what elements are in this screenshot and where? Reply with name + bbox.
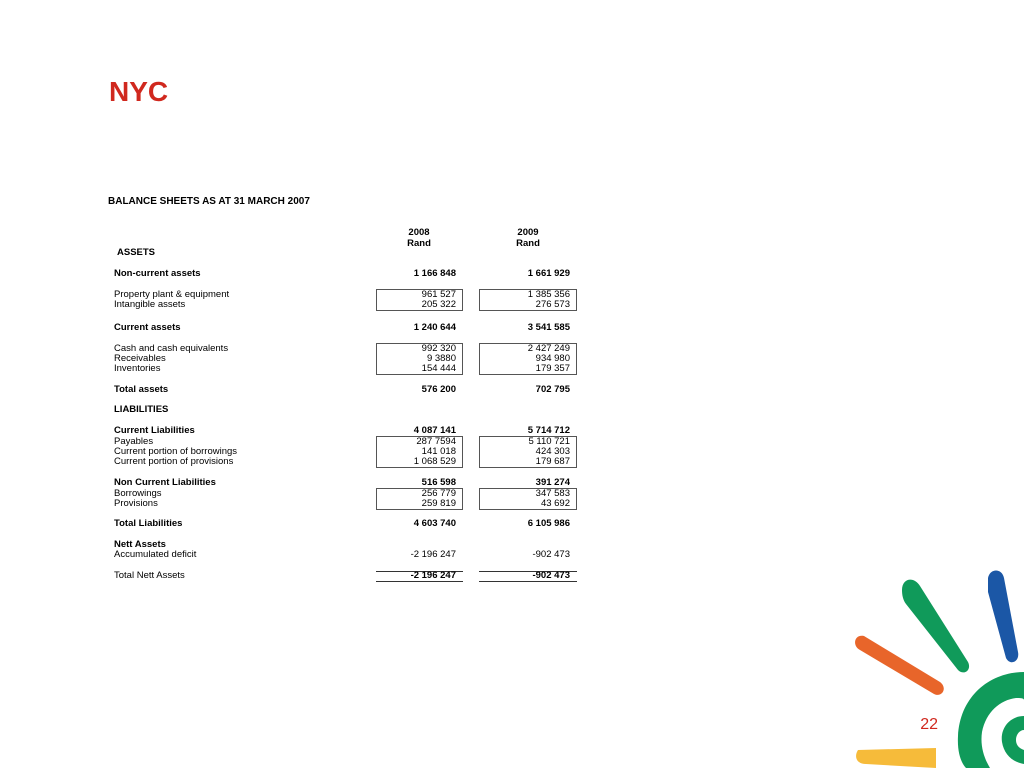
yellow-ray	[856, 748, 936, 768]
table-row: Cash and cash equivalents 992 320 2 427 249	[114, 343, 570, 354]
total-underline-2009	[479, 581, 577, 582]
table-row: Current Liabilities 4 087 141 5 714 712	[114, 425, 570, 436]
table-row: Borrowings 256 779 347 583	[114, 488, 570, 499]
column-year-2009: 2009	[517, 227, 539, 238]
green-ray	[902, 580, 969, 673]
table-row: Property plant & equipment 961 527 1 385 356	[114, 289, 570, 300]
page-title: NYC	[109, 76, 169, 107]
balance-sheet-subtitle: BALANCE SHEETS AS AT 31 MARCH 2007	[108, 196, 310, 207]
nett-assets-heading: Nett Assets	[114, 539, 166, 550]
table-row: Current assets 1 240 644 3 541 585	[114, 322, 570, 333]
column-year-2008: 2008	[408, 227, 430, 238]
assets-heading: ASSETS	[117, 247, 156, 258]
page-number: 22	[920, 716, 938, 733]
table-row: Non-current assets 1 166 848 1 661 929	[114, 268, 570, 279]
table-row: Total Liabilities 4 603 740 6 105 986	[114, 518, 570, 529]
table-row: Payables 287 7594 5 110 721	[114, 436, 570, 447]
table-row: Current portion of provisions 1 068 529 179 687	[114, 456, 570, 467]
sunburst-logo-decoration	[840, 560, 1024, 768]
column-unit-2008: Rand	[407, 238, 431, 249]
green-spiral-inner	[1002, 716, 1024, 764]
orange-ray	[855, 636, 944, 695]
table-row: Intangible assets 205 322 276 573	[114, 299, 570, 310]
column-unit-2009: Rand	[516, 238, 540, 249]
table-row: Receivables 9 3880 934 980	[114, 353, 570, 364]
table-row: Accumulated deficit -2 196 247 -902 473	[114, 549, 570, 560]
table-row: Current portion of borrowings 141 018 424 303	[114, 446, 570, 457]
table-row: Total Nett Assets -2 196 247 -902 473	[114, 570, 570, 581]
table-row: Total assets 576 200 702 795	[114, 384, 570, 395]
liabilities-heading: LIABILITIES	[114, 404, 169, 415]
table-row: Inventories 154 444 179 357	[114, 363, 570, 374]
table-row: Provisions 259 819 43 692	[114, 498, 570, 509]
blue-ray	[988, 571, 1018, 663]
total-underline-2008	[376, 581, 463, 582]
table-row: Non Current Liabilities 516 598 391 274	[114, 477, 570, 488]
